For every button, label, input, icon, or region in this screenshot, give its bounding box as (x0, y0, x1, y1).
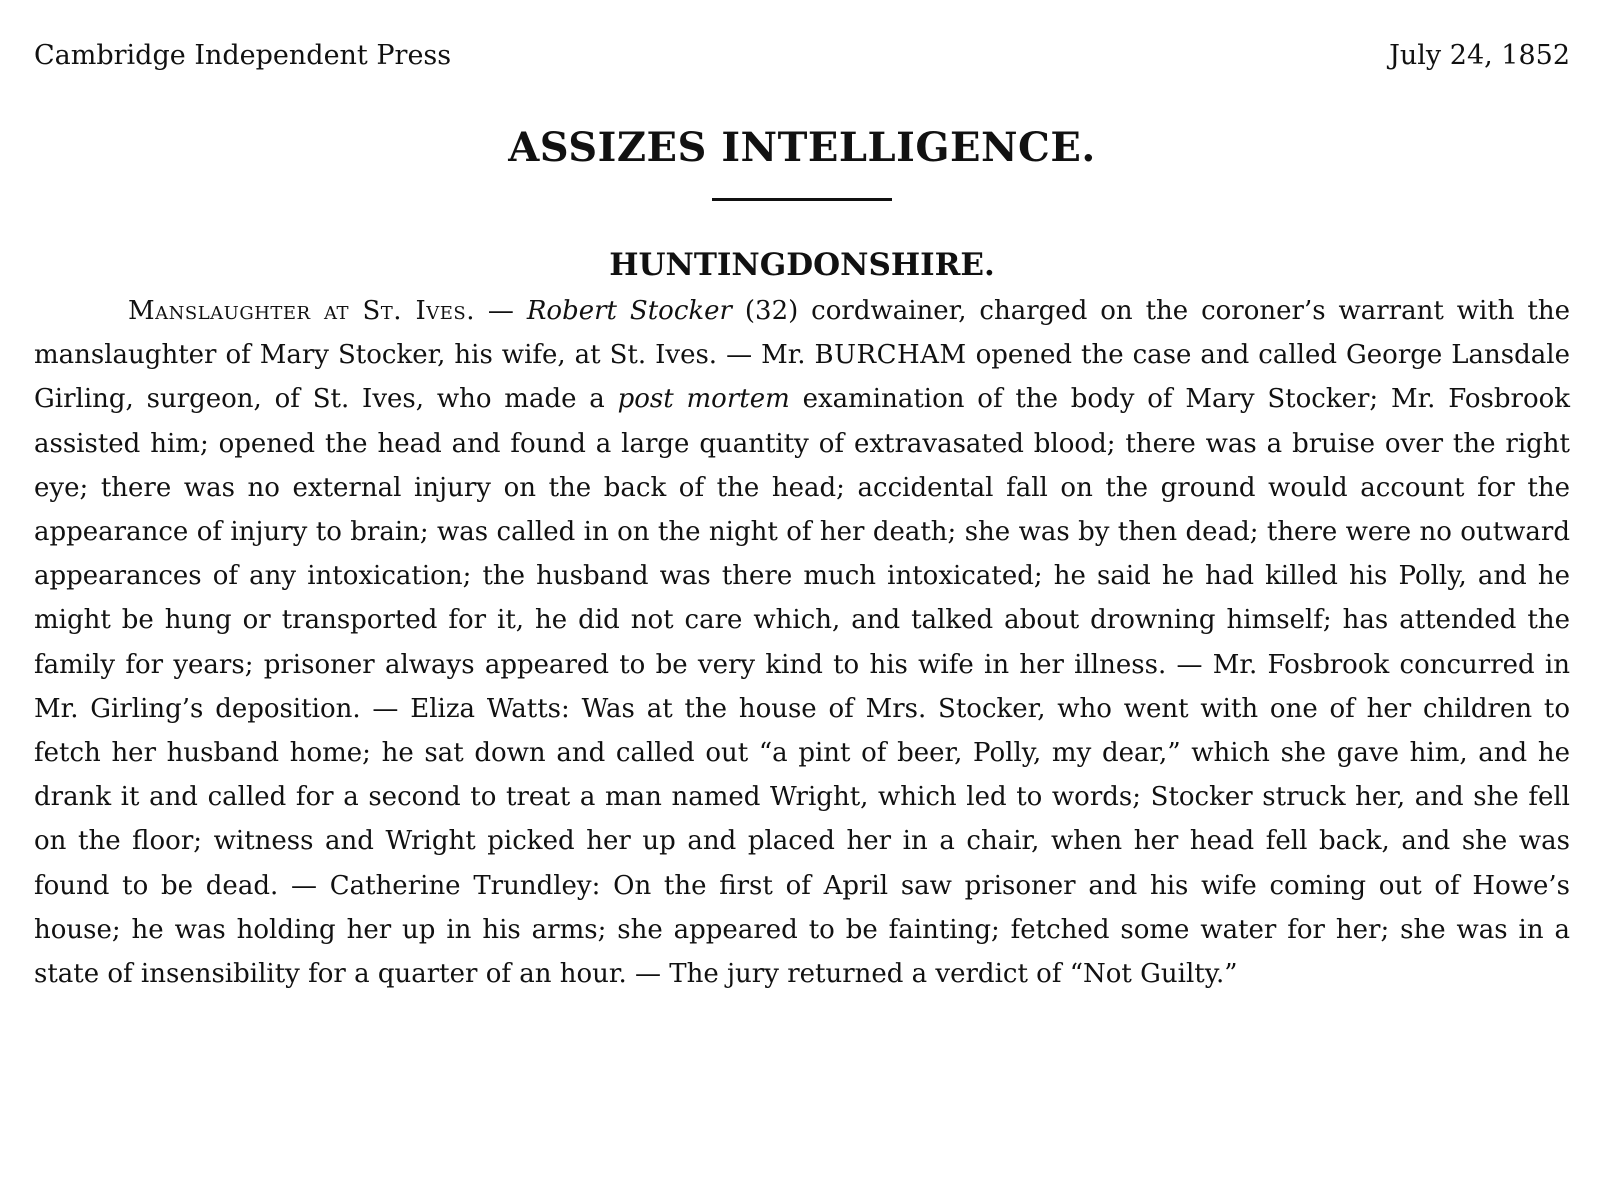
article-title: Manslaughter at St. Ives. (128, 296, 475, 326)
headline: ASSIZES INTELLIGENCE. (508, 124, 1096, 171)
publication-name: Cambridge Independent Press (34, 40, 452, 71)
publication-date: July 24, 1852 (1389, 40, 1570, 71)
counsel-name: BURCHAM (814, 340, 967, 371)
article-segment-1: (32) cordwainer, charged on the coroner’s warrant with the manslaughter of Mary Stocker, his wife, at St. Ives. — Mr. (34, 296, 1570, 371)
newspaper-page (34, 36, 1570, 996)
latin-phrase: post mortem (617, 384, 790, 415)
article-segment-3: examination of the body of Mary Stocker; Mr. Fosbrook assisted him; opened the head and found a large quantity of extravasated blood; there was a bruise over the right eye; there was no external injury on the back of the head; accidental fall on the ground would account for the appearance of injury to brain; was called in on the night of her death; she was by then dead; there were no outward appearances of any intoxication; the husband was there much intoxicated; he said he had killed his Polly, and he might be hung or transported for it, he did not care which, and talked about drowning himself; has attended the family for years; prisoner always appeared to be very kind to his wife in her illness. — Mr. Fosbrook concurred in Mr. Girling’s deposition. — Eliza Watts: Was at the house of Mrs. Stocker, who went with one of her children to fetch her husband home; he sat down and called out “a pint of beer, Polly, my dear,” which she gave him, and he drank it and called for a second to treat a man named Wright, which led to words; Stocker struck her, and she fell on the floor; witness and Wright picked her up and placed her in a chair, when her head fell back, and she was found to be dead. — Catherine Trundley: On the first of April saw prisoner and his wife coming out of Howe’s house; he was holding her up in his arms; she appeared to be fainting; fetched some water for her; she was in a state of insensibility for a quarter of an hour. — The jury returned a verdict of “Not Guilty.” (34, 384, 1571, 990)
section-subhead: HUNTINGDONSHIRE. (609, 247, 995, 283)
title-dash: — (474, 296, 527, 326)
article-segment-2: opened the case and called George Lansdale Girling, surgeon, of St. Ives, who made a (34, 340, 1570, 415)
defendant-name: Robert Stocker (526, 296, 732, 326)
headline-rule (712, 198, 892, 201)
page-header (34, 36, 1570, 76)
article-body (34, 289, 1570, 996)
